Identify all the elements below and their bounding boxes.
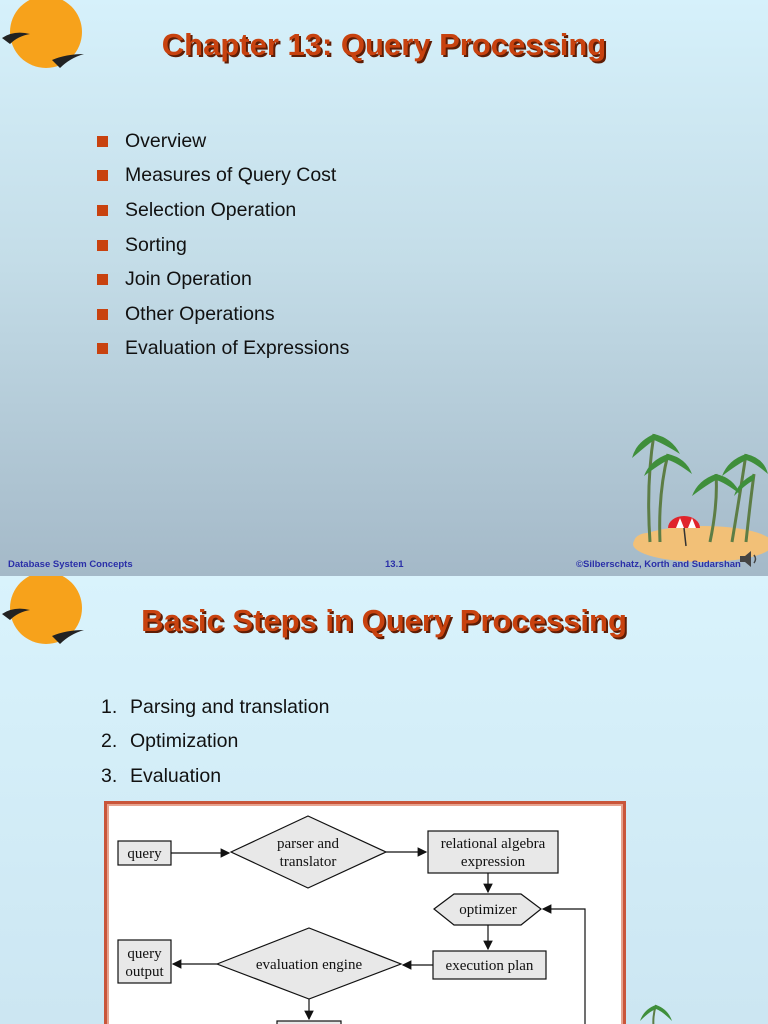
list-item: Measures of Query Cost bbox=[97, 159, 349, 194]
optimizer-label: optimizer bbox=[459, 902, 517, 918]
speaker-icon[interactable] bbox=[737, 548, 759, 570]
output-label-line2: output bbox=[125, 964, 164, 980]
list-item: 2. Optimization bbox=[101, 730, 239, 753]
list-item: Evaluation of Expressions bbox=[97, 332, 349, 367]
bullet-square-icon bbox=[97, 170, 108, 181]
list-item: Overview bbox=[97, 124, 349, 159]
bullet-square-icon bbox=[97, 136, 108, 147]
list-item: 1. Parsing and translation bbox=[101, 695, 330, 718]
slide-title: Basic Steps in Query Processing bbox=[141, 603, 627, 638]
ra-label-line2: expression bbox=[460, 854, 526, 870]
bullet-square-icon bbox=[97, 240, 108, 251]
list-item: Sorting bbox=[97, 228, 349, 263]
execution-plan-label: execution plan bbox=[445, 958, 534, 974]
query-label: query bbox=[127, 846, 162, 862]
ra-label-line1: relational algebra bbox=[440, 836, 546, 852]
parser-label-line1: parser and bbox=[276, 836, 340, 852]
bullet-square-icon bbox=[97, 205, 108, 216]
list-item: Join Operation bbox=[97, 262, 349, 297]
bullet-square-icon bbox=[97, 343, 108, 354]
list-item: 3. Evaluation bbox=[101, 764, 222, 787]
evaluation-engine-label: evaluation engine bbox=[255, 957, 363, 973]
footer-book-title: Database System Concepts bbox=[8, 559, 133, 570]
list-item: Selection Operation bbox=[97, 193, 349, 228]
topic-list bbox=[97, 124, 349, 366]
palm-leaf-icon bbox=[636, 1001, 676, 1024]
steps-list bbox=[101, 690, 329, 794]
slide-title: Chapter 13: Query Processing bbox=[161, 27, 607, 62]
bullet-square-icon bbox=[97, 309, 108, 320]
footer-slide-number: 13.1 bbox=[385, 559, 404, 570]
parser-diamond bbox=[231, 816, 386, 888]
slide-2 bbox=[0, 576, 768, 1024]
bullet-square-icon bbox=[97, 274, 108, 285]
output-label-line1: query bbox=[127, 946, 162, 962]
flow-arrows bbox=[171, 852, 585, 1024]
query-processing-diagram bbox=[104, 801, 626, 1024]
flow-diagram bbox=[107, 804, 623, 1024]
footer-copyright: ©Silberschatz, Korth and Sudarshan bbox=[576, 559, 741, 570]
parser-label-line2: translator bbox=[279, 854, 337, 870]
list-item: Other Operations bbox=[97, 297, 349, 332]
